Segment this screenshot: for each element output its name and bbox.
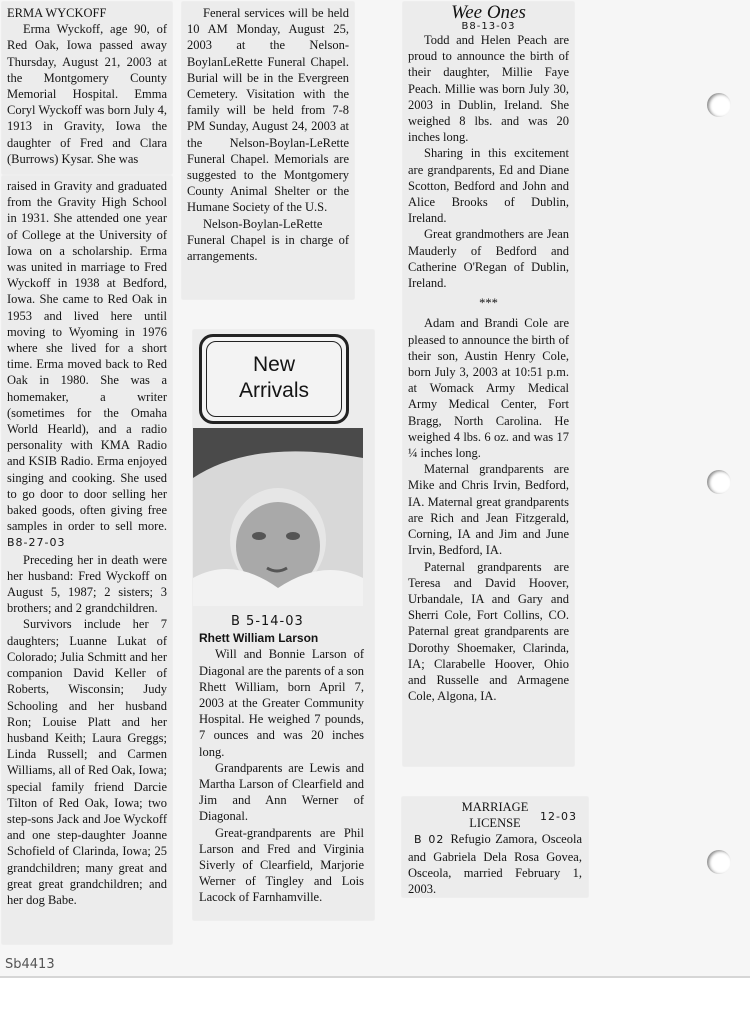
baby-photo: [193, 428, 363, 606]
banner-line: Arrivals: [238, 379, 309, 402]
handwritten-date: B 02: [414, 833, 445, 847]
marriage-title-line: LICENSE 12-03: [469, 810, 577, 831]
obituary-clipping-top: [2, 2, 172, 174]
handwritten-date: B 5-14-03: [231, 614, 304, 629]
wee-ones-paragraph: Maternal grandparents are Mike and Chris Irvin, Bedford, IA. Maternal great grandparents are Rich and Jean Fitzgerald, Corning, IA and Jim and June Irvin, Bedford, IA.: [408, 462, 569, 558]
wee-ones-title: Wee Ones: [451, 2, 526, 23]
obituary-paragraph: Survivors include her 7 daughters; Luanne Lukat of Colorado; Julia Schmitt and her companion David Keller of Roberts, Wisconsin; Judy Schooling and her husband Ron; Louise Platt and her husband Keith; Laura Greggs; Linda Russell; and Carmen Williams, all of Red Oak, Iowa; special family friend Darcie Tilton of Red Oak, Iowa; two step-sons Jack and Joe Wyckoff and one step-daughter Joanne Schofield of Clarinda, Iowa; 25 grandchildren; many great and great great grandchildren; and her dog Babe.: [7, 617, 167, 907]
marriage-title: MARRIAGE: [461, 800, 529, 814]
new-arrivals-paragraph: Great-grandparents are Phil Larson and Fred and Virginia Siverly of Clearfield, Marjorie Werner of Tingley and Lois Lacock of Farnhamville.: [199, 825, 364, 905]
banner-line: New: [252, 353, 295, 376]
page-number: Sb4413: [5, 957, 55, 972]
new-arrivals-clipping: [193, 330, 374, 920]
obituary-clipping-bottom: [2, 176, 172, 944]
wee-ones-paragraph: Great grandmothers are Jean Mauderly of Bedford and Catherine O'Regan of Dublin, Ireland.: [408, 227, 569, 291]
obituary-paragraph: Preceding her in death were her husband: Fred Wyckoff on August 5, 1987; 2 sisters; 3 brothers; and 2 grandchildren.: [7, 552, 167, 616]
obituary-title: ERMA WYCKOFF: [7, 6, 107, 20]
new-arrivals-banner: [199, 334, 349, 424]
funeral-paragraph: Nelson-Boylan-LeRette Funeral Chapel is in charge of arrangements.: [187, 216, 349, 264]
obituary-paragraph: Erma Wyckoff, age 90, of Red Oak, Iowa passed away Thursday, August 21, 2003 at the Montgomery County Memorial Hospital. Emma Coryl Wyckoff was born July 4, 1913 in Gravity, Iowa the daughter of Fred and Clara (Burrows) Kysar. She was: [7, 22, 167, 166]
marriage-text: B 02 Refugio Zamora, Osceola and Gabriela Dela Rosa Govea, Osceola, married February 1, 2003.: [408, 832, 582, 897]
section-separator: ***: [479, 296, 498, 311]
punch-hole: [707, 93, 731, 117]
handwritten-date: 12-03: [540, 810, 577, 824]
page-edge: [0, 976, 750, 978]
punch-hole: [707, 470, 731, 494]
wee-ones-paragraph: Adam and Brandi Cole are pleased to announce the birth of their son, Austin Henry Cole, born July 3, 2003 at 10:51 p.m. at Womack Army Medical Army Medical Center, Fort Bragg, North Carolina. He weighed 4 lbs. 6 oz. and was 17 ¼ inches long.: [408, 316, 569, 461]
new-arrivals-paragraph: Grandparents are Lewis and Martha Larson of Clearfield and Jim and Ann Werner of Diagonal.: [199, 760, 364, 824]
wee-ones-clipping: [403, 2, 574, 766]
wee-ones-paragraph: Todd and Helen Peach are proud to announce the birth of their daughter, Millie Faye Peach. Millie was born July 30, 2003 in Dublin, Ireland. She weighed 8 lbs. and was 20 inches long.: [408, 33, 569, 145]
handwritten-date: B8-13-03: [461, 21, 516, 32]
marriage-license-clipping: [402, 797, 588, 897]
new-arrivals-paragraph: Will and Bonnie Larson of Diagonal are the parents of a son Rhett William, born April 7, 2003 at the Greater Community Hospital. He weighed 7 pounds, 7 ounces and was 20 inches long.: [199, 647, 364, 759]
punch-hole: [707, 850, 731, 874]
handwritten-date: B8-27-03: [7, 536, 66, 550]
funeral-clipping: [182, 2, 354, 299]
birth-announcement-name: Rhett William Larson: [199, 631, 319, 646]
funeral-paragraph: Feneral services will be held 10 AM Monday, August 25, 2003 at the Nelson-BoylanLeRette Funeral Chapel. Burial will be in the Evergreen Cemetery. Visitation with the family will be held from 7-8 PM Sunday, August 24, 2003 at the Nelson-Boylan-LeRette Funeral Chapel. Memorials are suggested to the Montgomery County Animal Shelter or the Humane Society of the U.S.: [187, 6, 349, 215]
baby-photo-image: [193, 428, 363, 606]
wee-ones-paragraph: Paternal grandparents are Teresa and David Hoover, Urbandale, IA and Gary and Sherri Cole, Fort Collins, CO. Paternal great grandparents are Dorothy Shoemaker, Clarinda, IA; Clarabelle Hoover, Ohio and Russelle and Armagene Cole, Algona, IA.: [408, 559, 569, 704]
wee-ones-paragraph: Sharing in this excitement are grandparents, Ed and Diane Scotton, Bedford and John and Alice Brooks of Dublin, Ireland.: [408, 146, 569, 226]
obituary-paragraph: raised in Gravity and graduated from the Gravity High School in 1931. She attended one year of College at the University of Iowa on a scholarship. Erma was united in marriage to Fred Wyckoff in 1938 at Bedford, Iowa. She came to Red Oak in 1953 and lived here until moving to Wyoming in 1976 where she lived for a short time. Erma moved back to Red Oak in 1980. She was a homemaker, a writer (sometimes for the Omaha World Hearld), and a radio personality with KMA Radio and KSIB Radio. Erma enjoyed singing and cooking. She used to go door to door selling her baked goods, often giving free samples in order to sell more. B8-27-03: [7, 179, 167, 550]
